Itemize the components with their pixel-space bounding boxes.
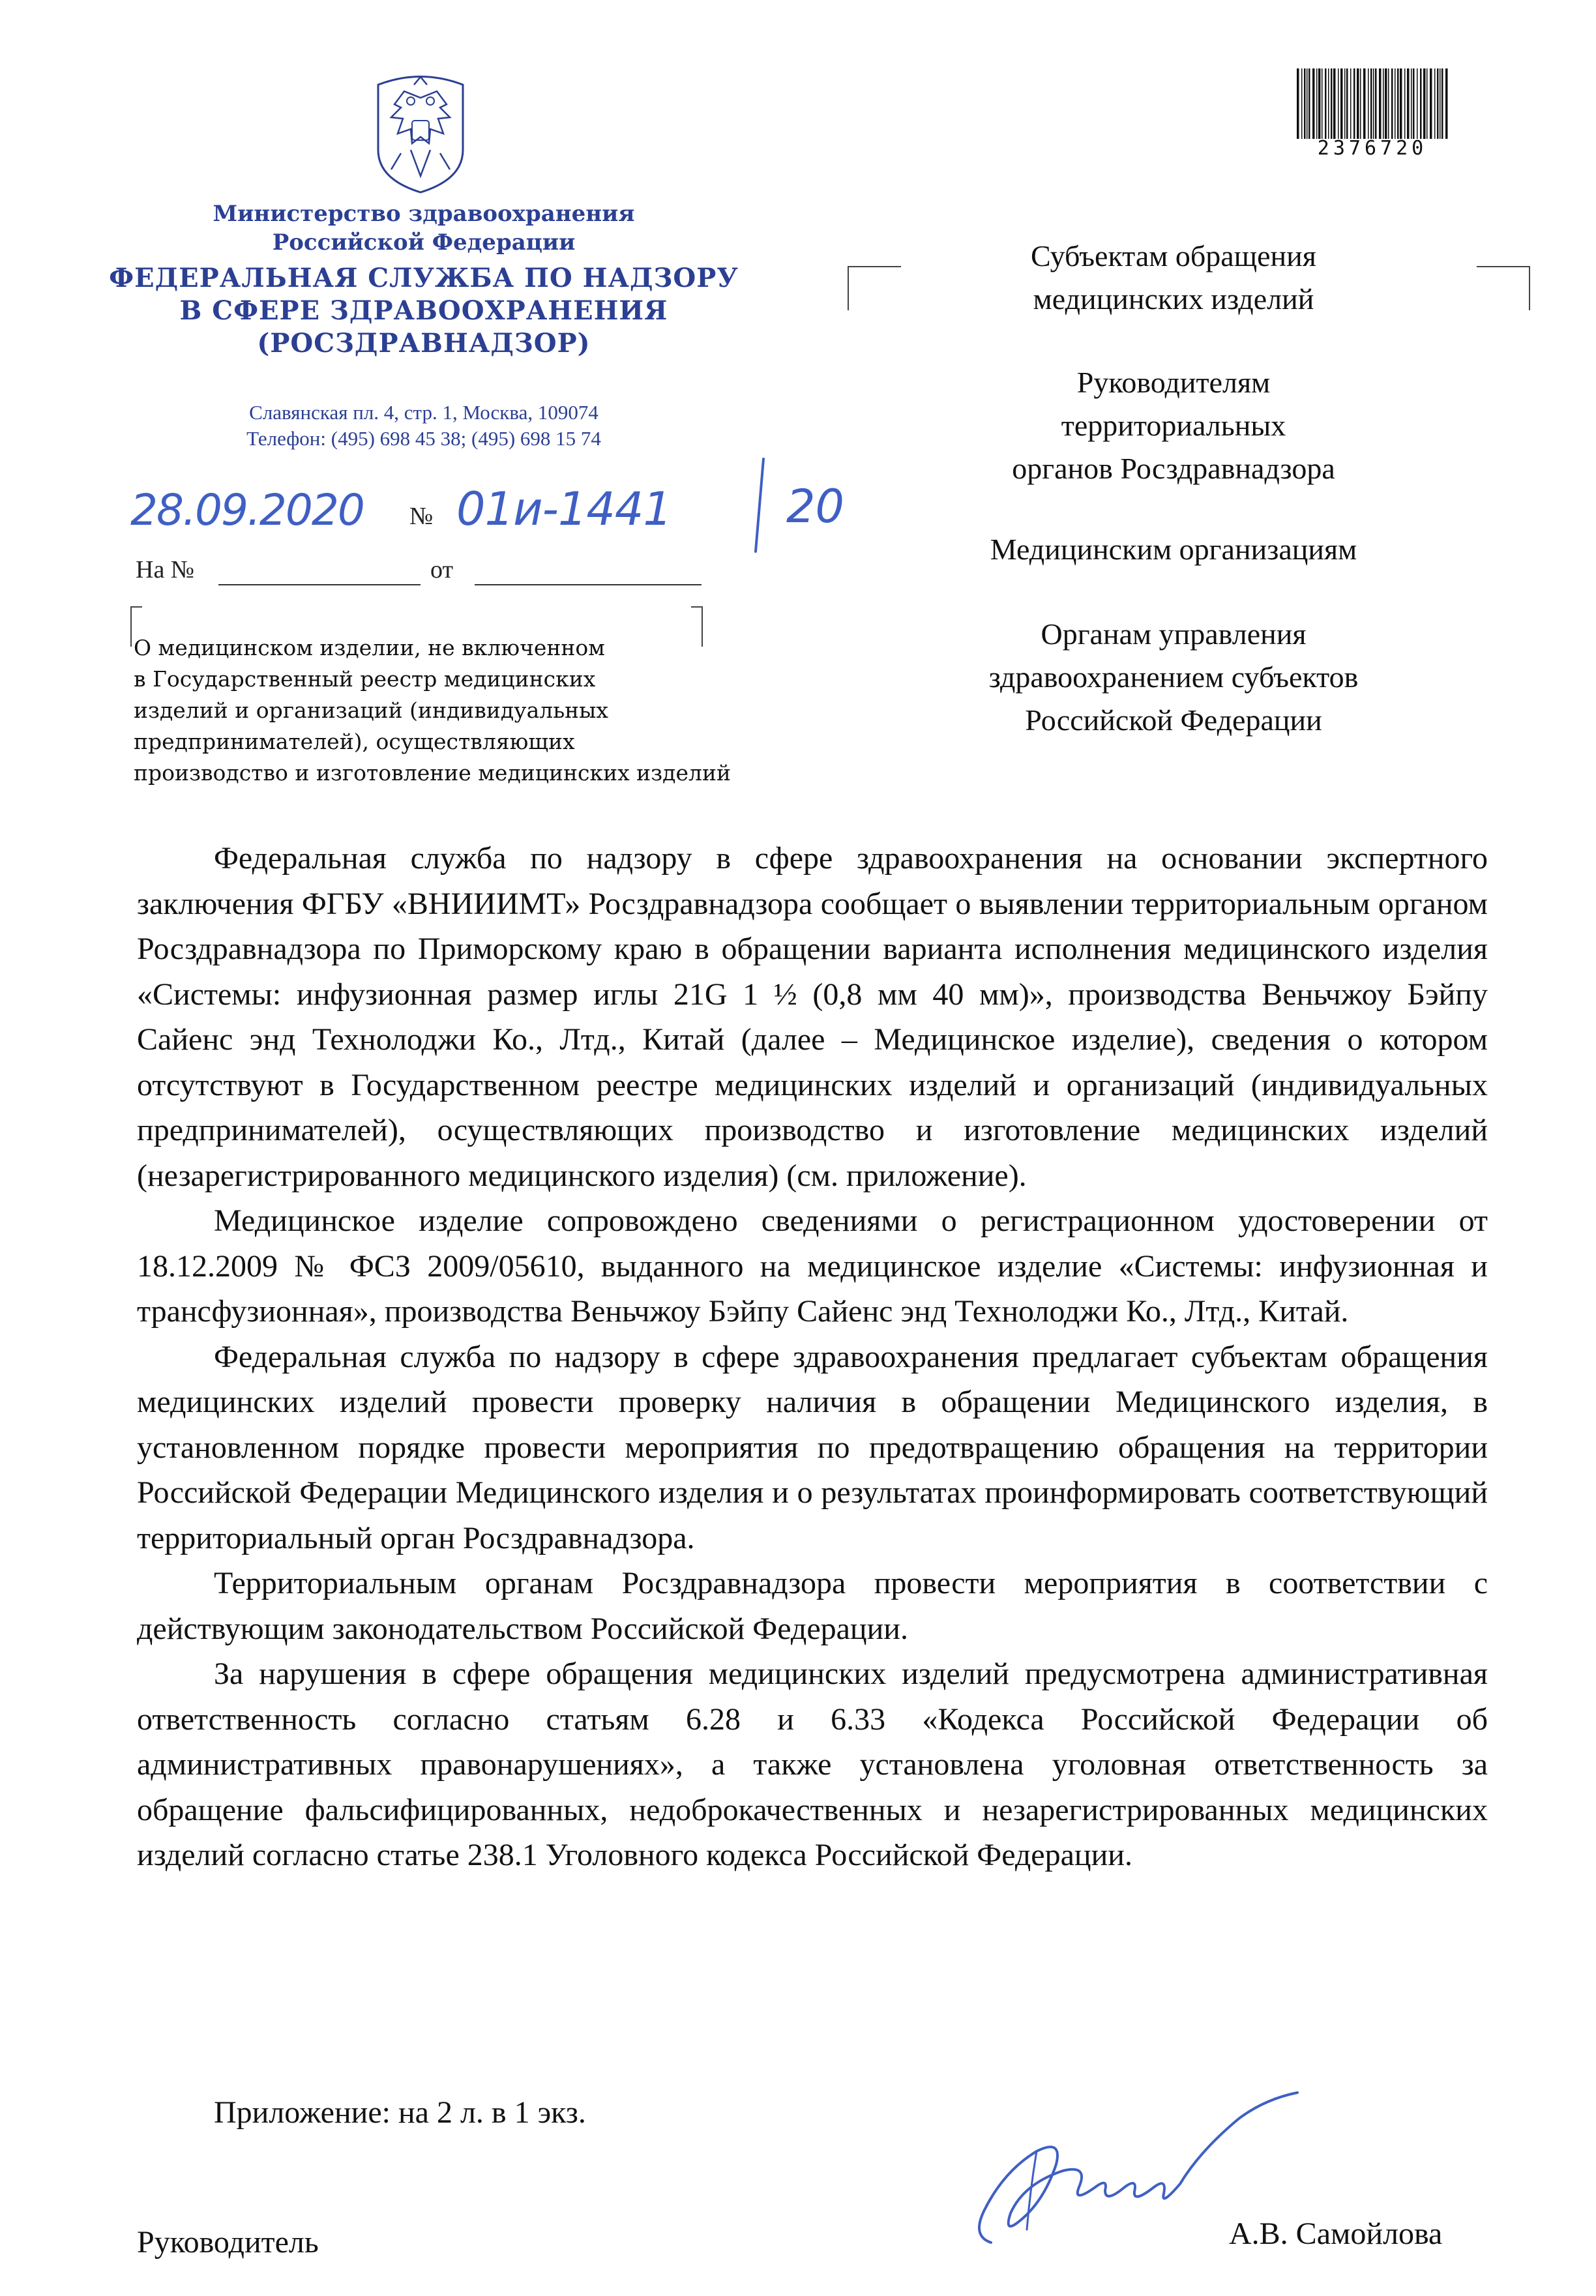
barcode-bar bbox=[1353, 68, 1355, 139]
barcode-bar bbox=[1373, 68, 1374, 139]
barcode-bar bbox=[1423, 68, 1426, 139]
barcode-bar bbox=[1316, 68, 1318, 139]
ministry-line-2: Российской Федерации bbox=[272, 229, 576, 256]
body-paragraph-5: За нарушения в сфере обращения медицинских изделий предусмотрена административная ответственность согласно статьям 6.28 и 6.33 «Кодекса Российской Федерации об административных правонарушениях», а также установлена уголовная ответственность за обращение фальсифицированных, недоброкачественных и незарегистрированных медицинских изделий согласно статье 238.1 Уголовного кодекса Российской Федерации. bbox=[137, 1656, 1488, 1872]
addressee-3: Медицинским организациям bbox=[990, 533, 1357, 566]
registration-date: 28.09.2020 bbox=[130, 485, 364, 535]
barcode-bar bbox=[1350, 68, 1352, 139]
barcode-bar bbox=[1340, 68, 1343, 139]
body-paragraph-4: Территориальным органам Росздравнадзора провести мероприятия в соответствии с действующим законодательством Российской Федерации. bbox=[137, 1566, 1488, 1646]
barcode-bar bbox=[1328, 68, 1329, 139]
reference-date-blank bbox=[475, 584, 702, 585]
signer-position: Руководитель bbox=[137, 2225, 319, 2259]
barcode-bar bbox=[1411, 68, 1412, 139]
barcode-bar bbox=[1413, 68, 1415, 139]
barcode-bar bbox=[1297, 68, 1299, 139]
barcode-bar bbox=[1434, 68, 1436, 139]
barcode-bar bbox=[1407, 68, 1410, 139]
barcode-bar bbox=[1301, 68, 1303, 139]
barcode-bar bbox=[1308, 68, 1310, 139]
barcode-bar bbox=[1312, 68, 1315, 139]
addressee-1: Субъектам обращения медицинских изделий bbox=[1031, 239, 1316, 316]
registration-slash bbox=[753, 456, 766, 554]
barcode-bar bbox=[1391, 68, 1393, 139]
barcode-bar bbox=[1388, 68, 1389, 139]
addressee-2: Руководителям территориальных органов Росздравнадзора bbox=[1012, 366, 1335, 485]
barcode-bar bbox=[1338, 68, 1339, 139]
signer-name: А.В. Самойлова bbox=[1229, 2216, 1443, 2251]
barcode-bar bbox=[1357, 68, 1359, 139]
org-phone: Телефон: (495) 698 45 38; (495) 698 15 74 bbox=[246, 427, 601, 450]
barcode-number: 2376720 bbox=[1317, 137, 1428, 160]
barcode-bar bbox=[1333, 68, 1336, 139]
attachment-note: Приложение: на 2 л. в 1 экз. bbox=[214, 2095, 586, 2130]
barcode-bar bbox=[1440, 68, 1441, 139]
barcode-bar bbox=[1307, 68, 1308, 139]
barcode-bar bbox=[1375, 68, 1377, 139]
service-line-2: В СФЕРЕ ЗДРАВООХРАНЕНИЯ bbox=[179, 295, 668, 326]
barcode-bar bbox=[1445, 68, 1448, 139]
barcode-bar bbox=[1363, 68, 1366, 139]
reference-number-label: На № bbox=[136, 556, 195, 583]
ministry-name bbox=[98, 199, 750, 257]
service-line-3: (РОСЗДРАВНАДЗОР) bbox=[257, 328, 591, 359]
service-line-1: ФЕДЕРАЛЬНАЯ СЛУЖБА ПО НАДЗОРУ bbox=[109, 263, 739, 293]
barcode-bar bbox=[1417, 68, 1418, 139]
letter-body bbox=[137, 836, 1488, 1878]
addressee-corner-right bbox=[1477, 266, 1530, 310]
barcode-bar bbox=[1304, 68, 1306, 139]
reference-from-label: от bbox=[430, 556, 454, 583]
barcode-bar bbox=[1426, 68, 1428, 139]
addressee-4: Органам управления здравоохранением субъектов Российской Федерации bbox=[988, 617, 1359, 737]
barcode-bar bbox=[1379, 68, 1382, 139]
barcode-bar bbox=[1397, 68, 1399, 139]
reference-number-blank bbox=[218, 584, 421, 585]
barcode-bar bbox=[1441, 68, 1443, 139]
barcode-bar bbox=[1346, 68, 1348, 139]
body-paragraph-2: Медицинское изделие сопровождено сведениями о регистрационном удостоверении от 18.12.2009 № ФСЗ 2009/05610, выданного на медицинское изделие «Системы: инфузионная и трансфузионная», производства Веньчжоу Бэйпу Сайенс энд Технолоджи Ко., Лтд., Китай. bbox=[137, 1203, 1488, 1329]
barcode-bar bbox=[1420, 68, 1422, 139]
barcode-bar bbox=[1325, 68, 1327, 139]
org-address: Славянская пл. 4, стр. 1, Москва, 109074 bbox=[249, 401, 598, 424]
barcode-bar bbox=[1437, 68, 1439, 139]
ministry-line-1: Министерство здравоохранения bbox=[213, 201, 635, 227]
service-name bbox=[98, 262, 750, 360]
registration-number-sign: № bbox=[409, 503, 434, 530]
barcode-bar bbox=[1395, 68, 1396, 139]
barcode-icon bbox=[1294, 68, 1451, 139]
barcode-bar bbox=[1360, 68, 1361, 139]
body-paragraph-1: Федеральная служба по надзору в сфере здравоохранения на основании экспертного заключения ФГБУ «ВНИИИМТ» Росздравнадзора сообщает о выявлении территориальным органом Росздравнадзора по Приморскому краю в обращении варианта исполнения медицинского изделия «Системы: инфузионная размер иглы 21G 1 ½ (0,8 мм 40 мм)», производства Веньчжоу Бэйпу Сайенс энд Технолоджи Ко., Лтд., Китай (далее – Медицинское изделие), сведения о котором отсутствуют в Государственном реестре медицинских изделий и организаций (индивидуальных предпринимателей), осуществляющих производство и изготовление медицинских изделий (незарегистрированного медицинского изделия) (см. приложение). bbox=[137, 841, 1488, 1193]
registration-year: 20 bbox=[786, 480, 845, 533]
barcode-bar bbox=[1430, 68, 1432, 139]
letter-subject: О медицинском изделии, не включенном в Государственный реестр медицинских изделий и организаций (индивидуальных предпринимателей), осуществляющих производство и изготовление медицинских изделий bbox=[134, 635, 731, 786]
barcode-bar bbox=[1370, 68, 1372, 139]
barcode-bar bbox=[1385, 68, 1387, 139]
barcode-bar bbox=[1368, 68, 1369, 139]
barcode-bar bbox=[1400, 68, 1402, 139]
barcode-bar bbox=[1383, 68, 1384, 139]
barcode-bar bbox=[1331, 68, 1333, 139]
registration-number: 01и-1441 bbox=[456, 482, 672, 536]
barcode-bar bbox=[1318, 68, 1321, 139]
barcode-bar bbox=[1344, 68, 1346, 139]
body-paragraph-3: Федеральная служба по надзору в сфере здравоохранения предлагает субъектам обращения медицинских изделий провести проверку наличия в обращении Медицинского изделия, в установленном порядке провести мероприятия по предотвращению обращения на территории Российской Федерации Медицинского изделия и о результатах проинформировать соответствующий территориальный орган Росздравнадзора. bbox=[137, 1339, 1488, 1555]
coat-of-arms-icon bbox=[365, 72, 476, 196]
barcode-bar bbox=[1322, 68, 1323, 139]
barcode-bar bbox=[1404, 68, 1406, 139]
